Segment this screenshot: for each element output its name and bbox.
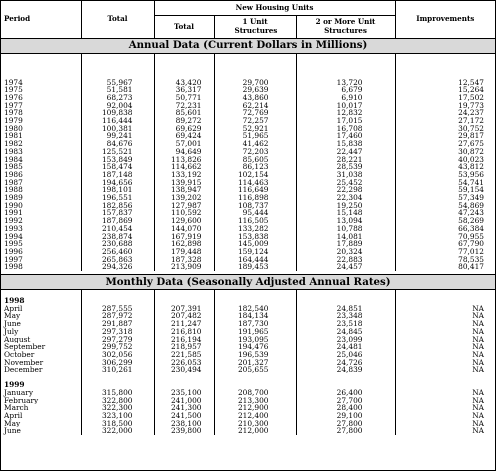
new-total-cell: 221,585 [154,351,214,359]
one-unit-cell: 95,444 [214,209,296,217]
two-more-cell: 10,017 [296,102,395,110]
two-more-cell: 29,100 [296,412,395,420]
year-heading: 1998 [4,297,25,305]
two-more-cell: 15,148 [296,209,395,217]
two-more-label: 2 or More Unit Structures [315,17,376,35]
two-more-cell: 6,679 [296,86,395,94]
new-total-cell: 144,070 [154,225,214,233]
one-unit-cell: 72,769 [214,109,296,117]
one-unit-cell: 189,453 [214,263,296,271]
one-unit-cell: 184,134 [214,312,296,320]
improvements-cell: 27,675 [395,140,495,148]
improvements-cell: NA [395,397,495,405]
improvements-cell: 67,790 [395,240,495,248]
period-header: Period [4,14,31,24]
period-cell: 1979 [4,117,23,125]
total-cell: 84,676 [81,140,154,148]
new-total-cell: 238,100 [154,420,214,428]
one-unit-cell: 43,860 [214,94,296,102]
one-unit-cell: 212,400 [214,412,296,420]
total-cell: 265,863 [81,256,154,264]
one-unit-cell: 116,649 [214,186,296,194]
new-total-cell: 187,328 [154,256,214,264]
two-more-cell: 22,298 [296,186,395,194]
new-total-cell: 216,194 [154,336,214,344]
annual-row [1,109,495,117]
one-unit-header [214,15,296,38]
period-cell: 1974 [4,78,23,87]
one-unit-cell: 182,540 [214,305,296,313]
subtotal-header: Total [154,15,214,38]
total-cell: 158,474 [81,163,154,171]
new-total-cell: 211,247 [154,320,214,328]
annual-data-body [1,53,495,271]
one-unit-cell: 145,009 [214,240,296,248]
monthly-row [1,412,495,420]
total-cell: 109,838 [81,109,154,117]
two-more-cell: 24,726 [296,359,395,367]
two-more-cell: 27,800 [296,420,395,428]
total-cell: 51,581 [81,86,154,94]
new-total-cell: 43,420 [154,79,214,87]
total-cell: 323,100 [81,412,154,420]
one-unit-cell: 85,605 [214,156,296,164]
one-unit-cell: 194,476 [214,343,296,351]
total-cell: 287,972 [81,312,154,320]
total-cell: 187,869 [81,217,154,225]
period-cell: 1996 [4,247,23,256]
improvements-cell: NA [395,420,495,428]
improvements-cell: 78,535 [395,256,495,264]
improvements-cell: NA [395,305,495,313]
period-cell: April [4,411,23,420]
improvements-cell: 57,349 [395,194,495,202]
new-total-cell: 114,662 [154,163,214,171]
new-total-cell: 226,053 [154,359,214,367]
one-unit-cell: 213,300 [214,397,296,405]
total-cell: 310,261 [81,366,154,374]
total-cell: 294,326 [81,263,154,271]
period-cell: 1980 [4,124,23,133]
new-total-cell: 69,629 [154,125,214,133]
two-more-cell: 16,708 [296,125,395,133]
one-unit-cell: 187,730 [214,320,296,328]
improvements-cell: 66,384 [395,225,495,233]
period-cell: 1983 [4,147,23,156]
monthly-row [1,336,495,344]
two-more-cell: 31,038 [296,171,395,179]
new-total-cell: 179,448 [154,248,214,256]
one-unit-cell: 102,154 [214,171,296,179]
total-cell: 194,656 [81,179,154,187]
two-more-cell: 12,832 [296,109,395,117]
one-unit-cell: 153,838 [214,233,296,241]
total-cell: 92,004 [81,102,154,110]
total-cell: 299,752 [81,343,154,351]
period-cell: 1995 [4,240,23,248]
monthly-row [1,320,495,328]
two-more-cell: 22,883 [296,256,395,264]
improvements-cell: 80,417 [395,263,495,271]
two-more-cell: 10,788 [296,225,395,233]
annual-row [1,102,495,110]
one-unit-cell: 205,655 [214,366,296,374]
monthly-row [1,351,495,359]
monthly-row [1,389,495,397]
year-heading-row [1,381,495,389]
period-cell: 1978 [4,109,23,118]
improvements-cell: 70,955 [395,233,495,241]
monthly-row [1,343,495,351]
two-more-cell: 25,452 [296,179,395,187]
improvements-cell: NA [395,343,495,351]
two-more-cell: 14,081 [296,233,395,241]
new-total-cell: 85,601 [154,109,214,117]
monthly-row [1,420,495,428]
one-unit-cell: 116,505 [214,217,296,225]
new-total-cell: 50,771 [154,94,214,102]
annual-row [1,186,495,194]
new-total-cell: 218,957 [154,343,214,351]
two-more-cell: 24,481 [296,343,395,351]
total-cell: 315,800 [81,389,154,397]
total-header: Total [81,1,154,38]
total-cell: 198,101 [81,186,154,194]
new-total-cell: 94,649 [154,148,214,156]
new-total-cell: 216,810 [154,328,214,336]
total-cell: 256,460 [81,248,154,256]
period-cell: 1991 [4,209,23,218]
annual-row [1,125,495,133]
two-more-cell: 24,851 [296,305,395,313]
period-cell: 1975 [4,86,23,94]
total-cell: 322,800 [81,397,154,405]
two-more-cell: 19,250 [296,202,395,210]
new-total-cell: 69,424 [154,132,214,140]
one-unit-cell: 41,462 [214,140,296,148]
improvements-cell: NA [395,336,495,344]
improvements-cell: 29,817 [395,132,495,140]
period-cell: 1994 [4,232,23,241]
one-unit-cell: 159,124 [214,248,296,256]
period-cell: May [4,419,21,428]
one-unit-cell: 116,898 [214,194,296,202]
two-more-cell: 13,720 [296,79,395,87]
new-total-cell: 110,592 [154,209,214,217]
one-unit-cell: 164,444 [214,256,296,264]
improvements-cell: NA [395,427,495,435]
annual-row [1,179,495,187]
total-cell: 125,521 [81,148,154,156]
two-more-cell: 23,099 [296,336,395,344]
monthly-row [1,312,495,320]
total-cell: 322,300 [81,404,154,412]
improvements-cell: 47,243 [395,209,495,217]
annual-row [1,86,495,94]
period-cell: 1993 [4,224,23,233]
new-total-cell: 162,898 [154,240,214,248]
two-more-cell: 28,221 [296,156,395,164]
new-total-cell: 138,947 [154,186,214,194]
new-total-cell: 57,001 [154,140,214,148]
period-cell: March [4,404,29,412]
two-more-cell: 23,348 [296,312,395,320]
year-heading: 1999 [4,381,25,389]
one-unit-cell: 108,737 [214,202,296,210]
annual-row [1,156,495,164]
annual-row [1,132,495,140]
improvements-cell: NA [395,359,495,367]
one-unit-cell: 114,463 [214,179,296,187]
period-cell: October [4,351,35,359]
period-cell: 1981 [4,132,23,141]
new-housing-units-header: New Housing Units [154,1,395,15]
one-unit-label: 1 Unit Structures [234,17,278,35]
total-cell: 297,279 [81,336,154,344]
improvements-cell: 17,502 [395,94,495,102]
annual-row [1,194,495,202]
period-cell: April [4,304,23,313]
total-cell: 68,273 [81,94,154,102]
one-unit-cell: 133,282 [214,225,296,233]
improvements-cell: 53,956 [395,171,495,179]
new-total-cell: 241,300 [154,404,214,412]
improvements-cell: 54,741 [395,179,495,187]
total-cell: 196,551 [81,194,154,202]
one-unit-cell: 210,300 [214,420,296,428]
total-cell: 55,967 [81,79,154,87]
one-unit-cell: 51,965 [214,132,296,140]
two-more-cell: 6,910 [296,94,395,102]
total-cell: 230,688 [81,240,154,248]
period-cell: 1986 [4,170,23,179]
total-cell: 100,381 [81,125,154,133]
period-cell: 1988 [4,186,23,195]
new-total-cell: 207,391 [154,305,214,313]
annual-row [1,171,495,179]
new-total-cell: 235,100 [154,389,214,397]
annual-row [1,163,495,171]
total-cell: 116,444 [81,117,154,125]
improvements-cell: 59,154 [395,186,495,194]
annual-row [1,256,495,264]
monthly-row [1,305,495,313]
annual-row [1,94,495,102]
period-cell: June [4,320,21,328]
improvements-cell: NA [395,351,495,359]
total-cell: 291,887 [81,320,154,328]
period-cell: 1998 [4,263,23,272]
period-cell: September [4,343,46,351]
one-unit-cell: 212,900 [214,404,296,412]
total-cell: 318,500 [81,420,154,428]
improvements-cell: 12,547 [395,79,495,87]
period-cell: July [4,327,19,336]
improvements-cell: 30,752 [395,125,495,133]
monthly-row [1,366,495,374]
total-cell: 287,555 [81,305,154,313]
annual-row [1,148,495,156]
one-unit-cell: 193,095 [214,336,296,344]
one-unit-cell: 29,639 [214,86,296,94]
new-total-cell: 207,482 [154,312,214,320]
period-cell: 1977 [4,101,23,110]
two-more-cell: 22,304 [296,194,395,202]
period-cell: 1985 [4,163,23,171]
data-table [1,1,495,435]
two-more-cell: 23,518 [296,320,395,328]
annual-row [1,140,495,148]
period-cell: January [4,388,34,397]
two-more-header [296,15,395,38]
one-unit-cell: 62,214 [214,102,296,110]
period-cell: 1982 [4,140,23,148]
annual-row [1,240,495,248]
improvements-cell: NA [395,366,495,374]
new-total-cell: 241,500 [154,412,214,420]
annual-row [1,209,495,217]
improvements-cell: NA [395,320,495,328]
new-total-cell: 230,494 [154,366,214,374]
one-unit-cell: 29,700 [214,79,296,87]
total-cell: 238,874 [81,233,154,241]
two-more-cell: 27,800 [296,427,395,435]
annual-row [1,117,495,125]
two-more-cell: 27,700 [296,397,395,405]
new-total-cell: 133,192 [154,171,214,179]
monthly-section-header: Monthly Data (Seasonally Adjusted Annual Rates) [1,275,495,290]
annual-row [1,233,495,241]
total-cell: 297,318 [81,328,154,336]
improvements-cell: 43,812 [395,163,495,171]
improvements-cell: 30,872 [395,148,495,156]
improvements-cell: 58,269 [395,217,495,225]
new-total-cell: 127,987 [154,202,214,210]
period-cell: December [4,366,43,375]
improvements-cell: 24,237 [395,109,495,117]
total-cell: 210,454 [81,225,154,233]
two-more-cell: 15,838 [296,140,395,148]
two-more-cell: 17,015 [296,117,395,125]
period-cell: 1984 [4,155,23,164]
monthly-row [1,404,495,412]
improvements-cell: 77,012 [395,248,495,256]
improvements-cell: NA [395,389,495,397]
one-unit-cell: 201,327 [214,359,296,367]
one-unit-cell: 86,123 [214,163,296,171]
total-cell: 187,148 [81,171,154,179]
two-more-cell: 24,457 [296,263,395,271]
two-more-cell: 13,094 [296,217,395,225]
improvements-cell: 40,023 [395,156,495,164]
two-more-cell: 24,839 [296,366,395,374]
new-total-cell: 241,000 [154,397,214,405]
monthly-row [1,328,495,336]
period-cell: 1990 [4,201,23,210]
period-cell: February [4,396,39,405]
one-unit-cell: 72,203 [214,148,296,156]
period-cell: 1987 [4,178,23,187]
improvements-cell: 19,773 [395,102,495,110]
annual-section-header: Annual Data (Current Dollars in Millions) [1,38,495,53]
annual-row [1,79,495,87]
period-cell: November [4,358,44,367]
period-cell: 1997 [4,255,23,264]
two-more-cell: 28,539 [296,163,395,171]
total-cell: 306,299 [81,359,154,367]
improvements-cell: NA [395,404,495,412]
period-cell: 1992 [4,217,23,225]
period-cell: May [4,312,21,321]
improvements-cell: NA [395,328,495,336]
one-unit-cell: 72,257 [214,117,296,125]
total-cell: 153,849 [81,156,154,164]
monthly-row [1,359,495,367]
two-more-cell: 22,447 [296,148,395,156]
year-heading-row [1,297,495,305]
annual-row [1,263,495,271]
total-cell: 157,837 [81,209,154,217]
new-total-cell: 72,231 [154,102,214,110]
two-more-cell: 17,889 [296,240,395,248]
annual-row [1,217,495,225]
improvements-cell: NA [395,412,495,420]
period-cell: August [4,335,31,344]
one-unit-cell: 52,921 [214,125,296,133]
two-more-cell: 28,400 [296,404,395,412]
new-total-cell: 36,317 [154,86,214,94]
new-total-cell: 213,909 [154,263,214,271]
monthly-row [1,427,495,435]
total-cell: 302,056 [81,351,154,359]
two-more-cell: 17,460 [296,132,395,140]
one-unit-cell: 212,000 [214,427,296,435]
new-total-cell: 113,826 [154,156,214,164]
new-total-cell: 167,919 [154,233,214,241]
new-total-cell: 239,800 [154,427,214,435]
monthly-row [1,397,495,405]
annual-row [1,225,495,233]
new-total-cell: 89,272 [154,117,214,125]
improvements-cell: 54,869 [395,202,495,210]
one-unit-cell: 196,539 [214,351,296,359]
period-cell: 1976 [4,93,23,102]
total-cell: 99,241 [81,132,154,140]
annual-row [1,202,495,210]
two-more-cell: 26,400 [296,389,395,397]
total-cell: 182,856 [81,202,154,210]
one-unit-cell: 208,700 [214,389,296,397]
new-total-cell: 139,915 [154,179,214,187]
two-more-cell: 25,046 [296,351,395,359]
improvements-cell: NA [395,312,495,320]
monthly-data-body [1,290,495,435]
new-total-cell: 139,202 [154,194,214,202]
total-cell: 322,000 [81,427,154,435]
improvements-cell: 27,172 [395,117,495,125]
two-more-cell: 24,845 [296,328,395,336]
one-unit-cell: 191,965 [214,328,296,336]
improvements-header: Improvements [395,1,495,38]
period-cell: June [4,427,21,436]
annual-row [1,248,495,256]
improvements-cell: 15,264 [395,86,495,94]
period-cell: 1989 [4,194,23,202]
two-more-cell: 20,324 [296,248,395,256]
new-total-cell: 129,600 [154,217,214,225]
